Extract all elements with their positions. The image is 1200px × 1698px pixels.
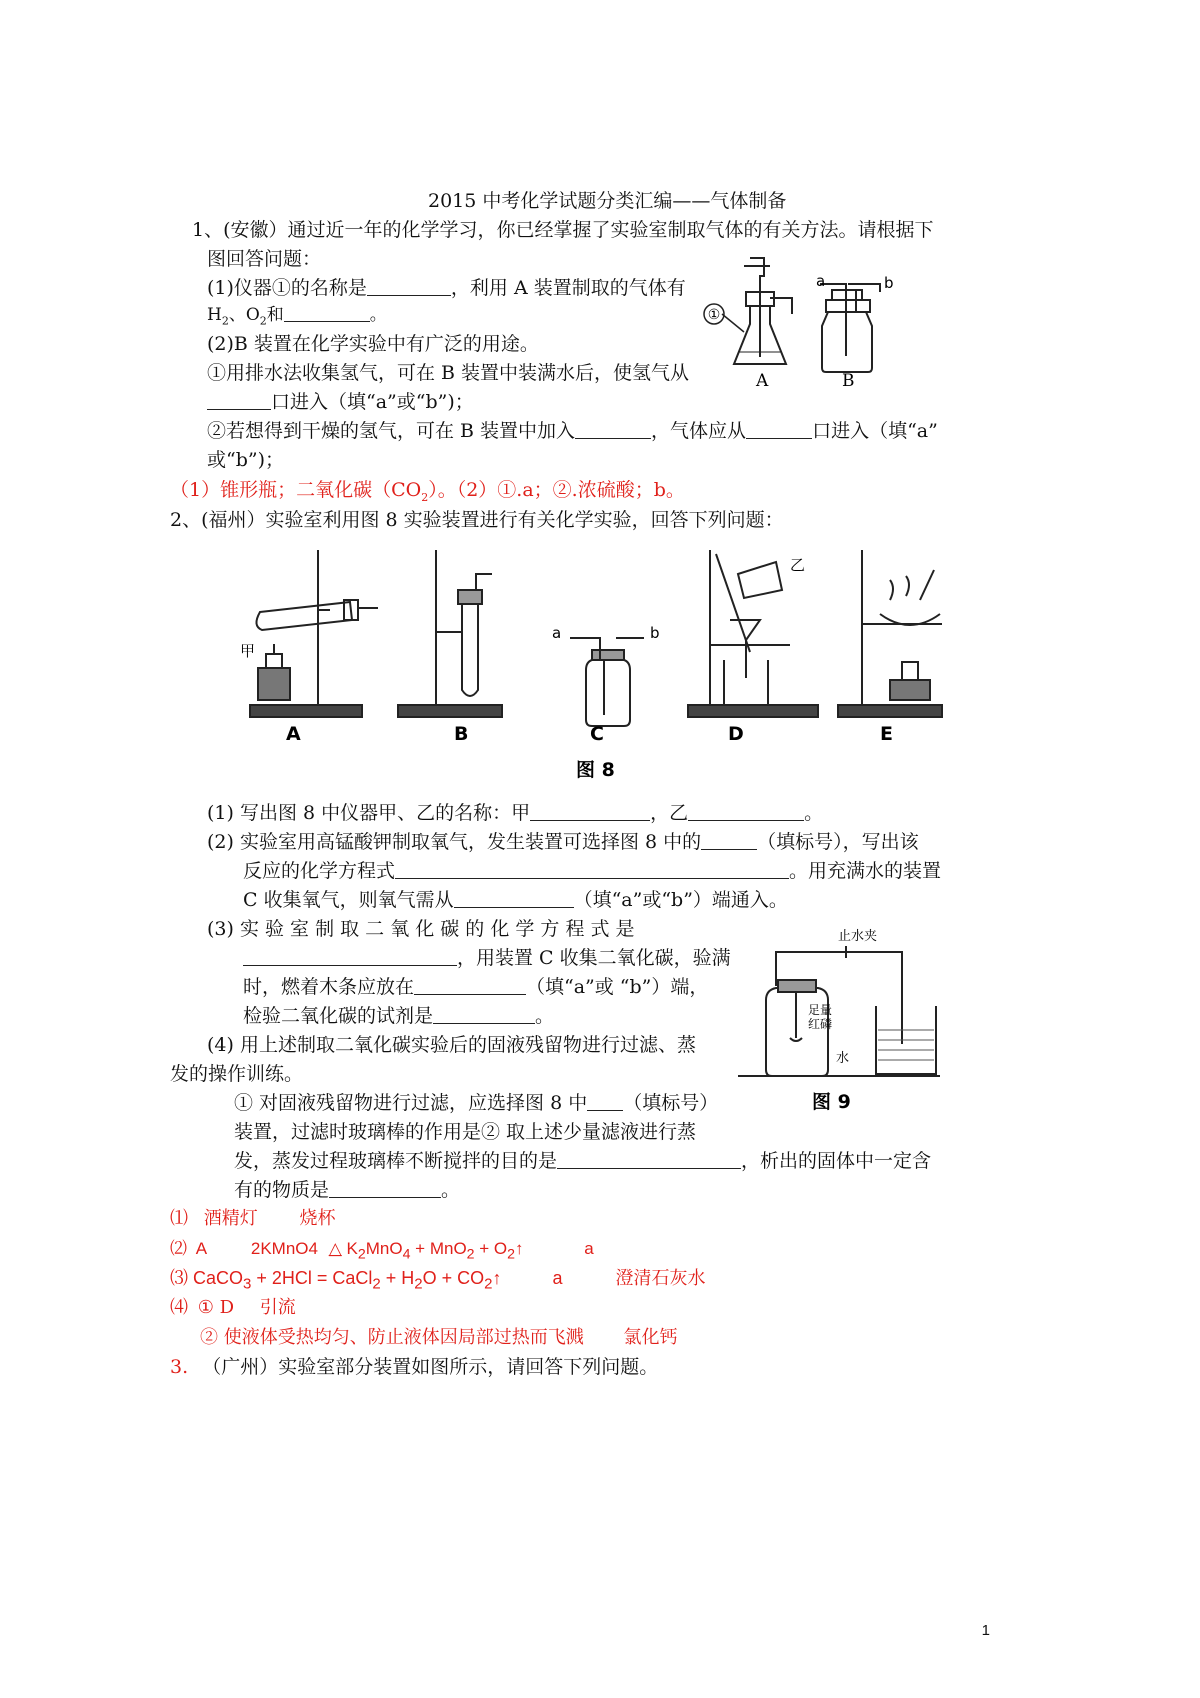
q2-s4-text3: ① 对固液残留物进行过滤，应选择图 8 中 xyxy=(234,1092,588,1114)
fig-label-b: b xyxy=(884,274,894,292)
q2-s4-text7: ，析出的固体中一定含 xyxy=(741,1150,932,1172)
ans-number: ⑵ xyxy=(170,1239,187,1258)
q1-part2-2 xyxy=(207,418,938,444)
q2-s3d xyxy=(243,1003,554,1029)
answer-blank xyxy=(587,1092,623,1111)
q2-s2c xyxy=(243,887,788,913)
q1-part2-2b: 或“b”)； xyxy=(207,449,285,471)
ans-equation: K xyxy=(346,1239,358,1258)
q2-s2-text4: 。用充满水的装置 xyxy=(789,860,942,882)
q2-answer-4b xyxy=(200,1325,677,1351)
q2-answer-1 xyxy=(170,1206,335,1232)
q2-s2-text5: C 收集氧气，则氧气需从 xyxy=(243,889,454,911)
answer-blank xyxy=(284,303,370,322)
answer-blank xyxy=(367,277,451,296)
answer-blank xyxy=(395,860,789,879)
answer-blank xyxy=(701,831,757,850)
q2-s4e xyxy=(234,1148,931,1174)
answer-blank xyxy=(207,391,271,410)
ans-text: ② 使液体受热均匀、防止液体因局部过热而飞溅 xyxy=(200,1327,584,1348)
ans-text: A xyxy=(195,1239,207,1258)
ans-equation: MnO xyxy=(365,1239,403,1258)
q1-answer xyxy=(170,477,685,511)
period: 。 xyxy=(369,305,387,325)
arrow-up: ↑ xyxy=(515,1239,524,1258)
q1-part2: (2)B 装置在化学实验中有广泛的用途。 xyxy=(207,333,539,355)
q3-line xyxy=(170,1354,658,1380)
q2-answer-2 xyxy=(170,1236,594,1267)
answer-blank xyxy=(688,802,804,821)
ans-equation: O + CO xyxy=(422,1268,485,1288)
q2-s2-text: (2) 实验室用高锰酸钾制取氧气，发生装置可选择图 8 中的 xyxy=(207,831,702,853)
q2-s4-text6: 发，蒸发过程玻璃棒不断搅拌的目的是 xyxy=(234,1150,558,1172)
q2-s2-text3: 反应的化学方程式 xyxy=(243,860,396,882)
q1-part2-1: ①用排水法收集氢气，可在 B 装置中装满水后，使氢气从 xyxy=(207,362,690,384)
answer-blank xyxy=(414,976,526,995)
q2-s3: (3) 实 验 室 制 取 二 氧 化 碳 的 化 学 方 程 式 是 xyxy=(207,918,635,940)
answer-blank xyxy=(746,420,812,439)
q2-s1 xyxy=(207,800,823,826)
fig8-label-B: B xyxy=(454,723,469,745)
answer-blank xyxy=(433,1005,535,1024)
q1-part2-1b-text: 口进入（填“a”或“b”)； xyxy=(271,391,474,413)
fig8-label-jia: 甲 xyxy=(240,642,256,660)
fig9-label-water: 水 xyxy=(836,1051,850,1066)
answer-blank xyxy=(454,889,574,908)
q2-s3-text4: （填“a”或 “b”）端， xyxy=(526,976,709,998)
answer-blank xyxy=(575,420,651,439)
fig-label-circle1: ① xyxy=(707,307,721,323)
ans-sub: 2 xyxy=(357,1246,366,1263)
q1-answer-text: （1）锥形瓶；二氧化碳（CO xyxy=(170,479,422,501)
q2-s3b xyxy=(243,945,731,971)
q2-answer-4 xyxy=(170,1295,296,1321)
ans-text: 酒精灯 xyxy=(203,1208,258,1229)
fig8-caption: 图 8 xyxy=(576,759,615,781)
q2-s3-text3: 时，燃着木条应放在 xyxy=(243,976,415,998)
fig8-label-A: A xyxy=(286,723,301,745)
ans-sub: 4 xyxy=(402,1246,411,1263)
answer-blank xyxy=(557,1150,741,1169)
q1-intro-line1: 1、(安徽）通过近一年的化学学习，你已经掌握了实验室制取气体的有关方法。请根据下 xyxy=(192,219,934,241)
ans-equation: + 2HCl = CaCl xyxy=(251,1268,373,1288)
q1-part1-gases xyxy=(207,302,387,334)
ans-text: ① D xyxy=(197,1297,235,1318)
q1-part1 xyxy=(207,275,686,301)
fig8-label-yi: 乙 xyxy=(790,556,806,574)
answer-blank xyxy=(329,1179,441,1198)
answer-blank xyxy=(243,947,457,966)
fig9-label-phos1: 足量 xyxy=(808,1003,833,1017)
answer-blank xyxy=(530,802,650,821)
q2-s1-text2: ，乙 xyxy=(650,802,689,824)
ans-equation: CaCO xyxy=(193,1268,244,1288)
ans-number: ⑷ xyxy=(170,1297,188,1318)
fig8-label-C: C xyxy=(590,723,604,745)
q1-part2-2-text3: 口进入（填“a” xyxy=(812,420,938,442)
q3-number: 3. xyxy=(170,1356,189,1378)
q2-s3-text2: ，用装置 C 收集二氧化碳，验满 xyxy=(457,947,731,969)
q1-part2-1b xyxy=(207,389,474,415)
q2-s4b: 发的操作训练。 xyxy=(170,1063,304,1085)
q2-s2 xyxy=(207,829,919,855)
ans-text: 澄清石灰水 xyxy=(615,1268,706,1289)
q2-s1-text3: 。 xyxy=(804,802,824,824)
q1-answer-sub: 2 xyxy=(421,490,429,504)
ans-number: ⑶ xyxy=(170,1268,188,1288)
ans-number: ⑴ xyxy=(170,1208,188,1229)
page-number: 1 xyxy=(981,1622,990,1639)
q2-s2-text6: （填“a”或“b”）端通入。 xyxy=(573,889,788,911)
ans-equation: + H xyxy=(380,1268,415,1288)
q1-part1-text2: ，利用 A 装置制取的气体有 xyxy=(450,277,686,299)
figure-8 xyxy=(230,540,970,790)
fig9-label-clamp: 止水夹 xyxy=(838,929,878,944)
h2-subscript: 2 xyxy=(221,314,229,328)
o2-symbol: 、O xyxy=(228,305,260,325)
ans-text: 烧杯 xyxy=(299,1208,336,1229)
fig-label-A: A xyxy=(756,371,769,391)
q1-answer-text2: ）。（2）①.a；②.浓硫酸；b。 xyxy=(428,479,685,501)
ans-text: 氯化钙 xyxy=(623,1327,678,1348)
q2-s4c xyxy=(234,1090,718,1116)
q2-s4-text4: （填标号） xyxy=(623,1092,719,1114)
ans-text: 引流 xyxy=(259,1297,296,1318)
ans-sub: 3 xyxy=(243,1275,252,1293)
arrow-up: ↑ xyxy=(492,1268,502,1288)
ans-text: a xyxy=(584,1239,594,1258)
q2-s4-text9: 。 xyxy=(441,1179,461,1201)
q2-s3-text6: 。 xyxy=(535,1005,555,1027)
o2-subscript: 2 xyxy=(259,314,267,328)
ans-equation: + MnO xyxy=(410,1239,467,1258)
page-title: 2015 中考化学试题分类汇编——气体制备 xyxy=(428,190,787,212)
fig8-label-D: D xyxy=(728,723,744,745)
q1-apparatus-figure xyxy=(700,252,930,397)
fig9-label-phos2: 红磷 xyxy=(808,1017,833,1031)
q1-part2-2-text: ②若想得到干燥的氢气，可在 B 装置中加入 xyxy=(207,420,576,442)
delta-symbol: △ xyxy=(328,1239,342,1258)
q2-s3c xyxy=(243,974,708,1000)
ans-equation: 2KMnO4 xyxy=(250,1239,318,1258)
q2-s2-text2: （填标号），写出该 xyxy=(757,831,919,853)
q1-part1-text: (1)仪器①的名称是 xyxy=(207,277,367,299)
fig8-label-E: E xyxy=(880,723,893,745)
h2-symbol: H xyxy=(207,305,222,325)
ans-sub: 2 xyxy=(484,1275,493,1293)
ans-equation: + O xyxy=(474,1239,508,1258)
fig-label-B: B xyxy=(842,371,855,391)
q1-intro-line2: 图回答问题： xyxy=(207,248,322,270)
q3-text: （广州）实验室部分装置如图所示，请回答下列问题。 xyxy=(202,1356,659,1378)
q2-s4d: 装置，过滤时玻璃棒的作用是② 取上述少量滤液进行蒸 xyxy=(234,1121,697,1143)
q2-s4-text8: 有的物质是 xyxy=(234,1179,330,1201)
ans-sub: 2 xyxy=(414,1275,423,1293)
q2-s4f xyxy=(234,1177,460,1203)
q1-part2-2-text2: ，气体应从 xyxy=(651,420,747,442)
q2-s2b xyxy=(243,858,941,884)
fig8-label-a: a xyxy=(552,624,562,642)
ans-sub: 2 xyxy=(372,1275,381,1293)
q2-intro: 2、(福州）实验室利用图 8 实验装置进行有关化学实验，回答下列问题： xyxy=(170,509,784,531)
fig8-label-b: b xyxy=(650,624,660,642)
ans-sub: 2 xyxy=(507,1246,516,1263)
q2-s3-text5: 检验二氧化碳的试剂是 xyxy=(243,1005,434,1027)
and-text: 和 xyxy=(266,305,284,325)
q2-s4: (4) 用上述制取二氧化碳实验后的固液残留物进行过滤、蒸 xyxy=(207,1034,696,1056)
q2-answer-3 xyxy=(170,1265,706,1298)
ans-sub: 2 xyxy=(466,1246,475,1263)
ans-text: a xyxy=(552,1268,563,1288)
q2-s1-text: (1) 写出图 8 中仪器甲、乙的名称：甲 xyxy=(207,802,531,824)
fig-label-a: a xyxy=(816,272,826,290)
figure-9 xyxy=(726,920,950,1116)
fig9-caption: 图 9 xyxy=(812,1091,851,1113)
